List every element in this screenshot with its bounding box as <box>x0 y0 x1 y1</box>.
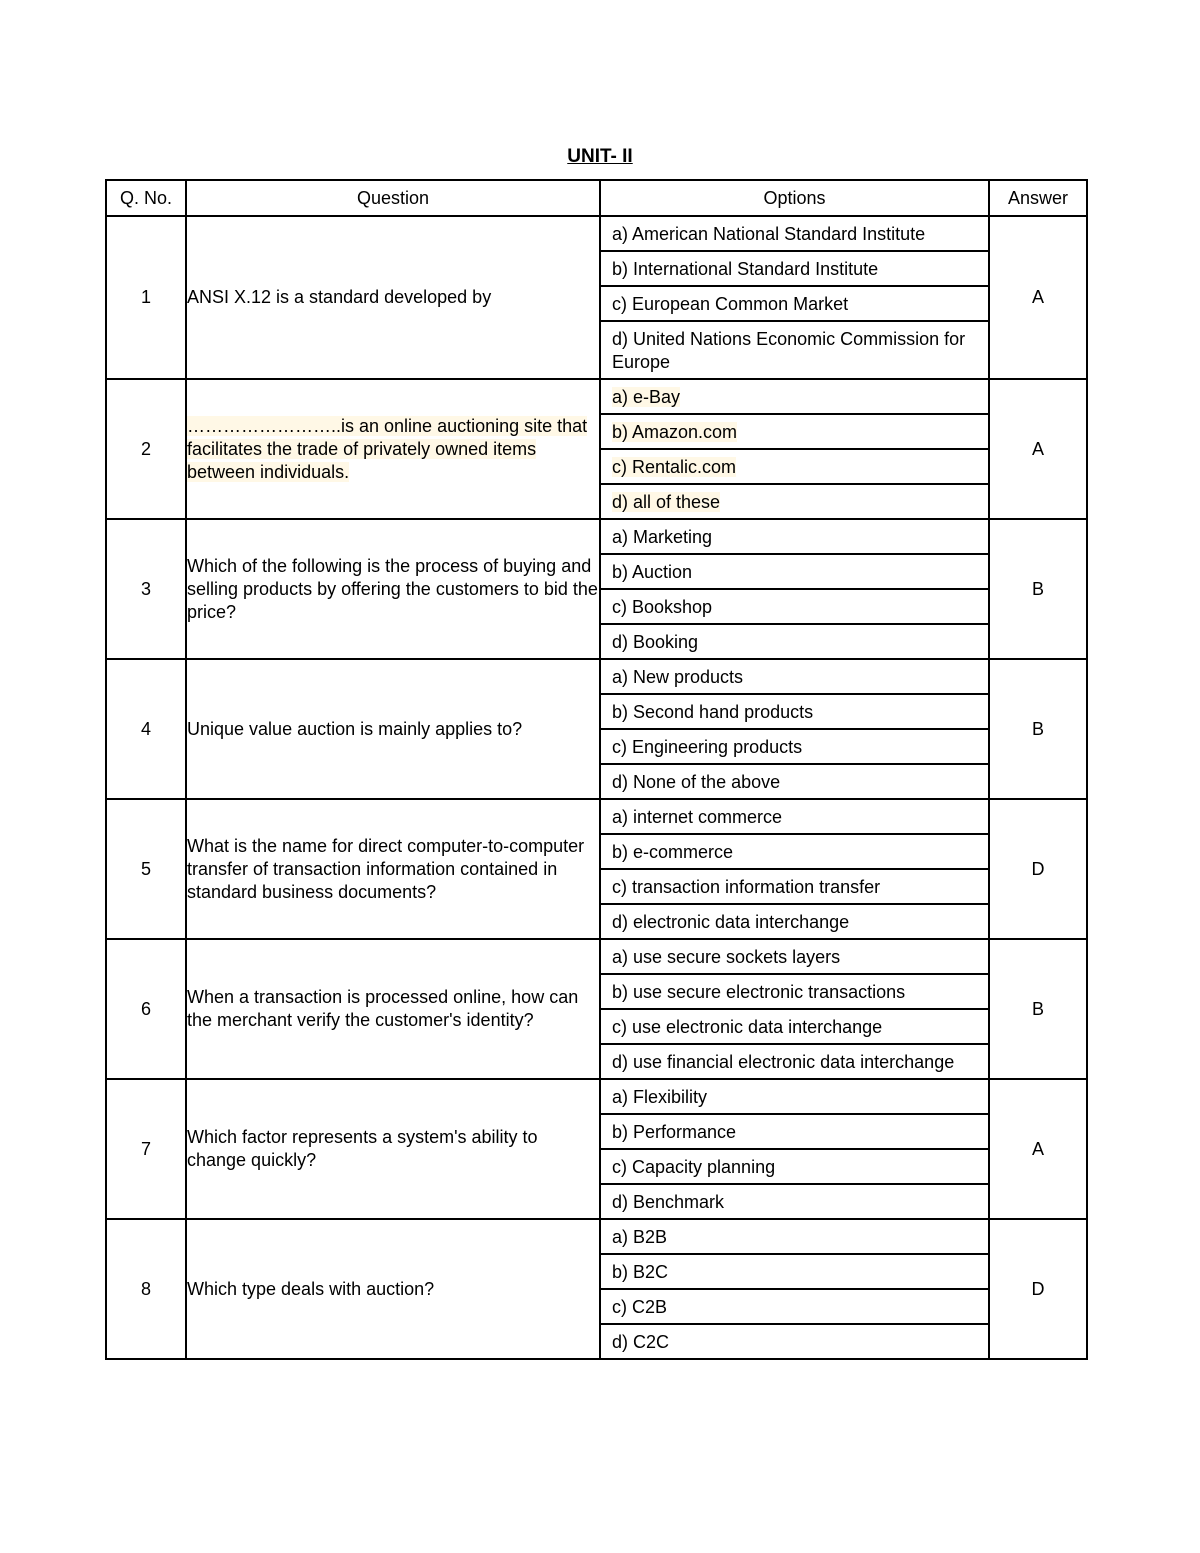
options-cell <box>600 379 989 519</box>
question-number: 2 <box>106 379 186 519</box>
option-a-text: a) e-Bay <box>612 387 681 407</box>
question-text: ……………………..is an online auctioning site that facilitates the trade of privately owned items between individuals. <box>187 415 588 482</box>
option-b: b) Auction <box>601 553 988 588</box>
table-row <box>106 939 1087 1079</box>
option-a: a) B2B <box>612 1227 668 1247</box>
question-text: Unique value auction is mainly applies to? <box>186 659 600 799</box>
option-d: d) United Nations Economic Commission for Europe <box>601 320 988 378</box>
option-c: c) Bookshop <box>601 588 988 623</box>
answer: B <box>989 519 1087 659</box>
header-question: Question <box>186 180 600 216</box>
table-header-row <box>106 180 1087 216</box>
question-number: 8 <box>106 1219 186 1359</box>
option-b-text: b) Amazon.com <box>612 422 738 442</box>
question-table <box>105 179 1088 1360</box>
table-row <box>106 1079 1087 1219</box>
table-row <box>106 379 1087 519</box>
option-a: a) use secure sockets layers <box>612 947 841 967</box>
options-cell <box>600 1219 989 1359</box>
option-b: b) Second hand products <box>601 693 988 728</box>
answer: A <box>989 1079 1087 1219</box>
table-row <box>106 659 1087 799</box>
options-cell <box>600 799 989 939</box>
option-b: b) B2C <box>601 1253 988 1288</box>
question-number: 6 <box>106 939 186 1079</box>
question-text: Which factor represents a system's ability to change quickly? <box>186 1079 600 1219</box>
option-c: c) use electronic data interchange <box>601 1008 988 1043</box>
question-number: 7 <box>106 1079 186 1219</box>
question-text-cell <box>186 379 600 519</box>
answer: D <box>989 799 1087 939</box>
option-c: c) transaction information transfer <box>601 868 988 903</box>
option-b: b) use secure electronic transactions <box>601 973 988 1008</box>
answer: B <box>989 939 1087 1079</box>
header-answer: Answer <box>989 180 1087 216</box>
option-c: c) European Common Market <box>601 285 988 320</box>
option-c: c) C2B <box>601 1288 988 1323</box>
options-cell <box>600 216 989 379</box>
page-title: UNIT- II <box>567 146 633 167</box>
option-d: d) use financial electronic data interchange <box>601 1043 988 1078</box>
option-c: c) Engineering products <box>601 728 988 763</box>
option-b: b) International Standard Institute <box>601 250 988 285</box>
question-text: What is the name for direct computer-to-computer transfer of transaction information contained in standard business documents? <box>186 799 600 939</box>
question-number: 1 <box>106 216 186 379</box>
table-row <box>106 519 1087 659</box>
option-b: b) Performance <box>601 1113 988 1148</box>
question-text: ANSI X.12 is a standard developed by <box>186 216 600 379</box>
table-row <box>106 799 1087 939</box>
options-cell <box>600 939 989 1079</box>
option-a: a) Marketing <box>612 527 713 547</box>
option-d: d) None of the above <box>601 763 988 798</box>
option-a <box>601 380 988 413</box>
answer: A <box>989 379 1087 519</box>
header-qno: Q. No. <box>106 180 186 216</box>
option-d: d) Benchmark <box>601 1183 988 1218</box>
question-number: 4 <box>106 659 186 799</box>
options-cell <box>600 519 989 659</box>
option-a: a) American National Standard Institute <box>612 224 926 244</box>
option-a: a) internet commerce <box>612 807 783 827</box>
option-b <box>601 413 988 448</box>
option-d: d) electronic data interchange <box>601 903 988 938</box>
answer: A <box>989 216 1087 379</box>
question-number: 5 <box>106 799 186 939</box>
option-a: a) New products <box>612 667 744 687</box>
question-text: When a transaction is processed online, how can the merchant verify the customer's identity? <box>186 939 600 1079</box>
option-a: a) Flexibility <box>612 1087 708 1107</box>
options-cell <box>600 659 989 799</box>
question-text: Which of the following is the process of buying and selling products by offering the customers to bid the price? <box>186 519 600 659</box>
option-d: d) Booking <box>601 623 988 658</box>
option-d-text: d) all of these <box>612 492 721 512</box>
answer: D <box>989 1219 1087 1359</box>
question-text: Which type deals with auction? <box>186 1219 600 1359</box>
options-cell <box>600 1079 989 1219</box>
option-c-text: c) Rentalic.com <box>612 457 737 477</box>
option-d: d) C2C <box>601 1323 988 1358</box>
table-row <box>106 1219 1087 1359</box>
question-number: 3 <box>106 519 186 659</box>
header-options: Options <box>600 180 989 216</box>
answer: B <box>989 659 1087 799</box>
option-d <box>601 483 988 518</box>
option-c <box>601 448 988 483</box>
option-b: b) e-commerce <box>601 833 988 868</box>
table-row <box>106 216 1087 379</box>
option-c: c) Capacity planning <box>601 1148 988 1183</box>
